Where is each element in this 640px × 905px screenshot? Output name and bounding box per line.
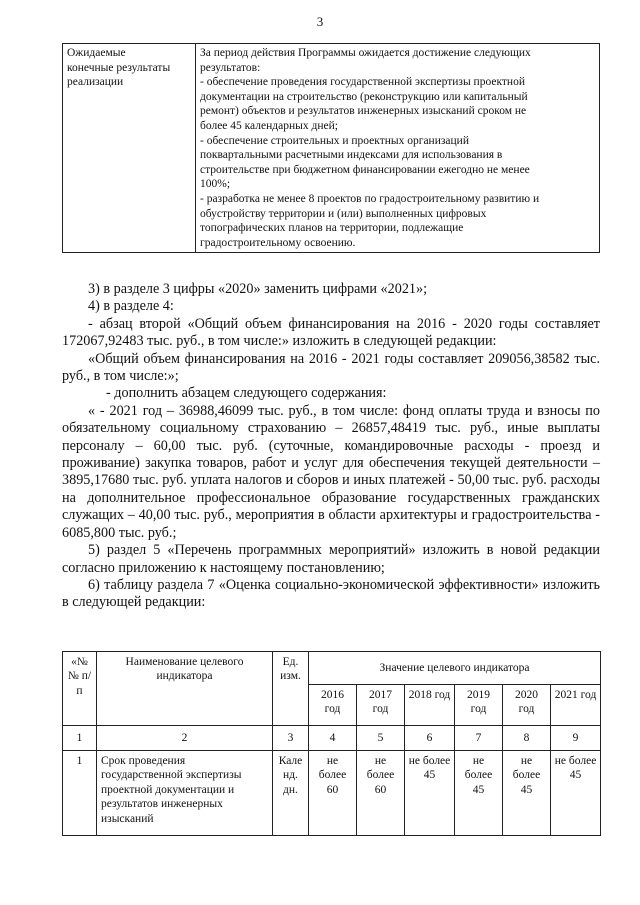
- content-line: обустройству территории и (или) выполненных цифровых: [200, 207, 487, 220]
- indicator-table: [62, 651, 601, 836]
- column-number: 9: [551, 726, 601, 751]
- paragraph-2021-breakdown: « - 2021 год – 36988,46099 тыс. руб., в том числе: фонд оплаты труда и взносы по обязательному социальному страхованию – 26857,48419 тыс. руб., иные выплаты персоналу – 60,00 тыс. руб. (суточные, командировочные расходы - проезд и проживание) закупка товаров, работ и услуг для обеспечения текущей деятельности – 3895,17680 тыс. руб. уплата налогов и сборов и иных платежей - 50,00 тыс. руб. расходы на дополнительное профессиональное образование государственных гражданских служащих – 40,00 тыс. руб., мероприятия в области архитектуры и градостроительства - 6085,800 тыс. руб.;: [62, 402, 600, 541]
- column-number: 7: [455, 726, 503, 751]
- column-number: 5: [357, 726, 405, 751]
- paragraph-section-3: 3) в разделе 3 цифры «2020» заменить цифрами «2021»;: [88, 281, 428, 297]
- paragraph-add: - дополнить абзацем следующего содержания:: [106, 385, 387, 402]
- paragraph-section-5: 5) раздел 5 «Перечень программных мероприятий» изложить в новой редакции согласно приложению к настоящему постановлению;: [62, 542, 600, 576]
- header-year: 2018 год: [405, 685, 455, 726]
- header-unit: Ед. изм.: [273, 652, 309, 726]
- indicator-value: не более 60: [309, 751, 357, 836]
- label-line: реализации: [67, 76, 124, 89]
- content-line: результатов:: [200, 61, 261, 74]
- header-indicator-values: Значение целевого индикатора: [309, 652, 601, 685]
- content-line: строительстве при бюджетном финансировании ежегодно не менее: [200, 163, 530, 176]
- column-number: 6: [405, 726, 455, 751]
- header-year: 2020 год: [503, 685, 551, 726]
- header-year: 2019 год: [455, 685, 503, 726]
- column-number: 2: [97, 726, 273, 751]
- indicator-unit: Кале нд. дн.: [273, 751, 309, 836]
- column-number: 8: [503, 726, 551, 751]
- content-line: поквартальными расчетными индексами для использования в: [200, 149, 503, 162]
- expected-results-content: [196, 44, 600, 253]
- expected-results-label: [63, 44, 196, 253]
- indicator-value: не более 60: [357, 751, 405, 836]
- content-line: 100%;: [200, 178, 231, 191]
- content-line: - обеспечение проведения государственной экспертизы проектной: [200, 76, 525, 89]
- indicator-name: Срок проведения государственной экспертизы проектной документации и результатов инженерных изысканий: [97, 751, 273, 836]
- content-line: - разработка не менее 8 проектов по градостроительному развитию и: [200, 192, 540, 205]
- indicator-value: не более 45: [503, 751, 551, 836]
- column-number: 3: [273, 726, 309, 751]
- content-line: документации на строительство (реконструкцию или капитальный: [200, 90, 528, 103]
- expected-results-table: [62, 43, 600, 253]
- column-number: 1: [63, 726, 97, 751]
- content-line: градостроительному освоению.: [200, 236, 356, 249]
- paragraph-new-total: «Общий объем финансирования на 2016 - 2021 годы составляет 209056,38582 тыс. руб., в том числе:»;: [62, 350, 600, 385]
- amendments-text: [62, 281, 600, 612]
- row-number: 1: [63, 751, 97, 836]
- content-line: - обеспечение строительных и проектных организаций: [200, 134, 469, 147]
- label-line: Ожидаемые: [67, 47, 126, 59]
- header-indicator-name: Наименование целевого индикатора: [97, 652, 273, 726]
- content-line: За период действия Программы ожидается достижение следующих: [200, 47, 531, 59]
- indicator-value: не более 45: [551, 751, 601, 836]
- content-line: более 45 календарных дней;: [200, 119, 338, 132]
- content-line: ремонт) объектов и результатов инженерных изысканий сроком не: [200, 105, 527, 118]
- paragraph-section-7: 6) таблицу раздела 7 «Оценка социально-экономической эффективности» изложить в следующей редакции:: [62, 576, 600, 611]
- page-number: 3: [316, 14, 324, 29]
- header-year: 2017 год: [357, 685, 405, 726]
- column-number: 4: [309, 726, 357, 751]
- label-line: конечные результаты: [67, 61, 171, 74]
- paragraph-abzac-2: - абзац второй «Общий объем финансирования на 2016 - 2020 годы составляет 172067,92483 тыс. руб., в том числе:» изложить в следующей редакции:: [62, 315, 600, 350]
- table-row: [63, 751, 601, 836]
- header-number: «№ № п/п: [63, 652, 97, 726]
- column-number-row: [63, 726, 601, 751]
- content-line: топографических планов на территории, подлежащие: [200, 222, 464, 235]
- paragraph-section-4: 4) в разделе 4:: [88, 298, 174, 315]
- header-year: 2021 год: [551, 685, 601, 726]
- header-year: 2016 год: [309, 685, 357, 726]
- indicator-value: не более 45: [455, 751, 503, 836]
- indicator-value: не более 45: [405, 751, 455, 836]
